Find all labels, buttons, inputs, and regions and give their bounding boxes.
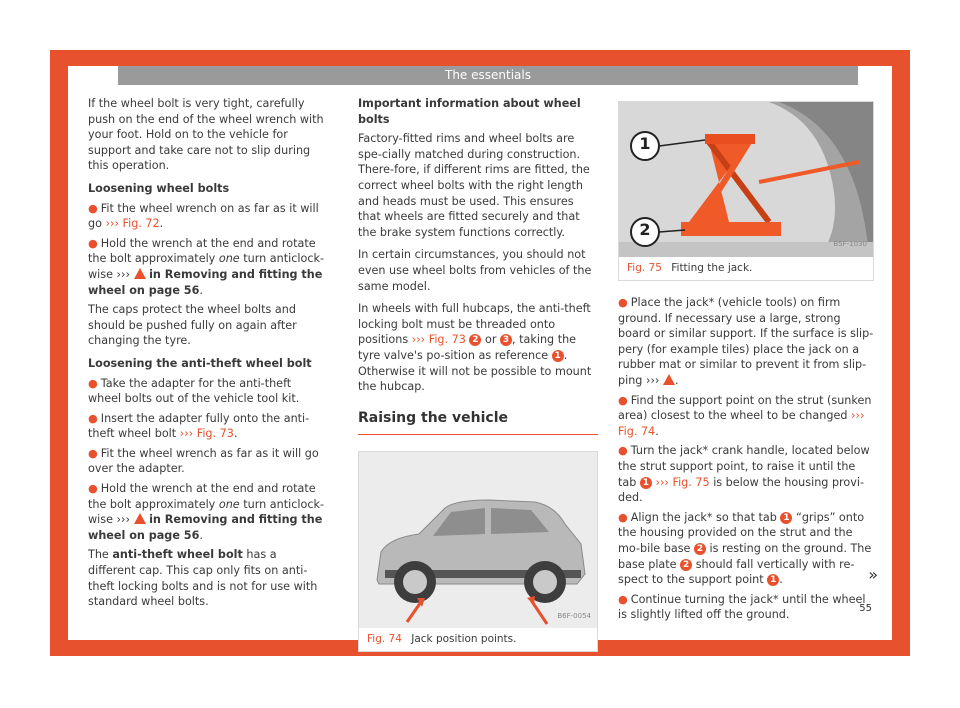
figure-74 [358,451,598,652]
column-left [88,96,326,617]
callout-badge: 1 [552,350,564,362]
image-code: B5F-1030 [833,240,867,249]
figure-link[interactable]: ››› Fig. 74 [618,409,865,438]
paragraph: In certain circumstances, you should not even use wheel bolts from vehicles of the same model. [358,248,592,293]
bullet-item: ● Fit the wheel wrench as far as it will go over the adapter. [88,446,319,476]
manual-page [68,66,892,646]
paragraph: The caps protect the wheel bolts and should be pushed fully on again after changing the tyre. [88,303,297,348]
bullet-icon: ● [618,444,628,458]
figure-link[interactable]: ››› Fig. 75 [655,475,710,489]
bullet-icon: ● [88,376,98,390]
paragraph: Factory-fitted rims and wheel bolts are spe-cially matched during construction. There-fore, if different rims are fitted, the correct wheel bolts with the right length and heads must be used. This ensures that wheels are fitted securely and that the brake system functions correctly. [358,132,590,239]
bullet-item: ● Hold the wrench at the end and rotate the bolt approximately one turn anticlock-wise ››› in Removing and fitting the wheel on page 56. [88,482,325,542]
warning-icon [663,374,675,385]
section-heading: Raising the vehicle [358,411,598,436]
bullet-icon: ● [88,411,98,425]
instructions-list [618,295,874,623]
bullet-item: ● Find the support point on the strut (sunken area) closest to the wheel to be changed ››› Fig. 74. [618,393,872,438]
bullet-item: ● Fit the wheel wrench on as far as it will go ››› Fig. 72. [88,201,319,231]
bullet-item: ● Take the adapter for the anti-theft wheel bolts out of the vehicle tool kit. [88,376,300,406]
bullet-item: ● Hold the wrench at the end and rotate the bolt approximately one turn anticlock-wise ››› in Removing and fitting the wheel on page 56. [88,236,325,297]
callout-badge: 1 [640,477,652,489]
subheading: Loosening wheel bolts [88,181,230,195]
image-code: B6F-0054 [557,611,591,620]
figure-75 [618,101,874,281]
bullet-icon: ● [618,296,628,309]
callout-number: 1 [639,134,651,153]
car-side-icon [359,452,597,628]
figure-caption: Fig. 75 Fitting the jack. [627,262,753,274]
subheading: Loosening the anti-theft wheel bolt [88,356,312,370]
bullet-icon: ● [88,482,98,496]
paragraph: In wheels with full hubcaps, the anti-theft locking bolt must be threaded onto positions ››› Fig. 73 2 or 3 , taking the tyre valve's po-sition as reference 1 . Otherwise it will not be possible to mount the hubcap. [358,302,592,394]
callout-badge: 1 [780,512,792,524]
subheading: Important information about wheel bolts [358,97,581,126]
callout-badge: 2 [694,543,706,555]
car-illustration [359,452,597,628]
figure-link[interactable]: ››› Fig. 73 [411,333,466,347]
bullet-icon: ● [618,393,628,407]
callout-number: 2 [639,220,651,239]
callout-badge: 1 [767,574,779,586]
figure-caption: Fig. 74 Jack position points. [367,633,517,646]
page-reference[interactable]: in Removing and fitting the wheel on page 56 [88,267,323,297]
jack-icon [619,102,873,257]
bullet-icon: ● [88,236,98,250]
figure-link[interactable]: ››› Fig. 73 [179,427,234,441]
bullet-icon: ● [618,592,628,606]
bullet-item: ● Place the jack* (vehicle tools) on firm ground. If necessary use a large, strong board or similar support. If the surface is slip-pery (for example tiles) place the jack on a rubber mat or similar to prevent it from slip-ping ››› . [618,296,874,387]
bullet-icon: ● [88,446,98,460]
page-frame [50,50,910,656]
paragraph: The anti-theft wheel bolt has a different cap. This cap only fits on anti-theft locking bolts and is not for use with standard wheel bolts. [88,548,318,609]
page-number: 55 [859,603,872,614]
column-middle [358,96,598,652]
bullet-item: ● Align the jack* so that tab 1 “grips” onto the housing provided on the strut and the mo-bile base 2 is resting on the ground. The base plate 2 should fall vertically with re-spect to the support point 1 . [618,510,872,587]
figure-link[interactable]: ››› Fig. 72 [105,217,160,231]
bullet-item: ● Turn the jack* crank handle, located below the strut support point, to raise it until the tab 1 ››› Fig. 75 is below the housing provi-ded. [618,444,870,505]
callout-badge: 2 [469,334,481,346]
column-right [618,101,874,627]
warning-icon [134,513,146,524]
bullet-item: ● Insert the adapter fully onto the anti-theft wheel bolt ››› Fig. 73. [88,411,310,441]
callout-badge: 3 [500,334,512,346]
bullet-icon: ● [88,201,98,215]
page-header: The essentials [118,66,858,85]
continue-icon: » [868,565,878,584]
warning-icon [134,268,146,279]
jack-illustration [619,102,873,257]
paragraph: If the wheel bolt is very tight, carefully push on the end of the wheel wrench with your foot. Hold on to the vehicle for support and take care not to slip during this operation. [88,97,324,173]
page-reference[interactable]: in Removing and fitting the wheel on page 56 [88,513,323,542]
bullet-item: ● Continue turning the jack* until the wheel is slightly lifted off the ground. [618,592,866,622]
callout-badge: 2 [680,559,692,571]
bullet-icon: ● [618,510,628,524]
